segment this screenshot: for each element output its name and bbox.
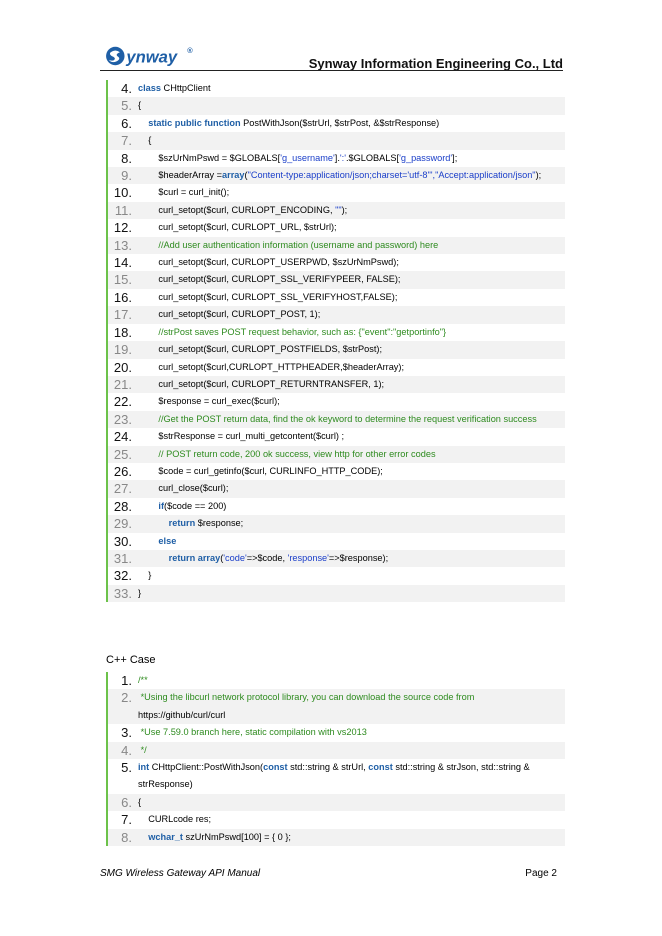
line-number: 29. bbox=[113, 516, 132, 532]
code-line bbox=[108, 115, 565, 132]
header-rule bbox=[100, 70, 563, 71]
code-line bbox=[108, 689, 565, 724]
code-token: ]. bbox=[334, 152, 340, 163]
code-token: */ bbox=[138, 744, 147, 755]
code-line bbox=[108, 167, 565, 184]
code-text bbox=[138, 202, 565, 219]
code-token: https://github/curl/curl bbox=[138, 709, 226, 720]
line-number: 21. bbox=[113, 376, 132, 392]
code-line bbox=[108, 184, 565, 201]
code-text bbox=[138, 376, 565, 393]
line-number: 33. bbox=[113, 585, 132, 601]
code-token: *Using the libcurl network protocol library, you can download the source code from bbox=[138, 692, 477, 703]
code-line bbox=[108, 271, 565, 288]
code-text bbox=[138, 585, 565, 602]
code-token: PostWithJson($strUrl, $strPost, &$strResponse) bbox=[240, 117, 440, 128]
code-token: } bbox=[138, 587, 142, 598]
code-token: szUrNmPswd[100] = { 0 }; bbox=[182, 831, 291, 842]
code-token bbox=[138, 449, 158, 459]
code-token: *Use 7.59.0 branch here, static compilation with vs2013 bbox=[138, 727, 367, 738]
code-token: class bbox=[138, 83, 161, 93]
code-line bbox=[108, 446, 565, 463]
code-text bbox=[138, 324, 565, 341]
code-line bbox=[108, 724, 565, 741]
company-name: Synway Information Engineering Co., Ltd bbox=[308, 56, 563, 71]
code-token: wchar_t bbox=[148, 831, 183, 842]
code-token: else bbox=[158, 535, 177, 546]
code-token: std::string & strJson, std::string & strResponse) bbox=[138, 762, 533, 790]
code-token: curl_close($curl); bbox=[138, 483, 229, 494]
code-token: curl_setopt($curl, CURLOPT_RETURNTRANSFER, 1); bbox=[138, 378, 385, 389]
line-number: 27. bbox=[113, 481, 132, 497]
code-token: =>$code, bbox=[246, 552, 288, 563]
code-line bbox=[108, 132, 565, 149]
code-token bbox=[138, 414, 158, 424]
code-text bbox=[138, 254, 565, 271]
code-text bbox=[138, 759, 565, 794]
synway-logo bbox=[100, 44, 210, 68]
code-token: $strResponse = curl_multi_getcontent($curl) ; bbox=[138, 431, 345, 442]
code-token: /** bbox=[138, 675, 148, 685]
code-text bbox=[138, 811, 565, 828]
code-token: ':' bbox=[339, 152, 346, 163]
code-line bbox=[108, 80, 565, 97]
line-number: 4. bbox=[121, 81, 132, 96]
code-token bbox=[138, 832, 148, 842]
code-text bbox=[138, 184, 565, 201]
code-text bbox=[138, 567, 565, 584]
code-token: "Content-type:application/json;charset='utf-8'","Accept:application/json" bbox=[247, 170, 536, 181]
code-text bbox=[138, 480, 565, 497]
code-token: static public function bbox=[148, 117, 241, 128]
code-line bbox=[108, 515, 565, 532]
code-token bbox=[138, 536, 158, 546]
line-number: 3. bbox=[121, 725, 132, 741]
line-number: 7. bbox=[121, 812, 132, 828]
code-text bbox=[138, 80, 565, 97]
code-token: 'g_username' bbox=[280, 152, 335, 163]
code-token: array bbox=[222, 170, 245, 181]
code-line bbox=[108, 829, 565, 846]
code-token: $szUrNmPswd = $GLOBALS[ bbox=[138, 152, 281, 163]
svg-text:ynway: ynway bbox=[126, 47, 178, 67]
line-number: 17. bbox=[113, 307, 132, 323]
line-number: 30. bbox=[113, 533, 132, 549]
code-text bbox=[138, 446, 565, 463]
code-token: $response = curl_exec($curl); bbox=[138, 396, 280, 407]
code-text bbox=[138, 393, 565, 410]
line-number: 28. bbox=[113, 498, 132, 514]
footer-manual-title: SMG Wireless Gateway API Manual bbox=[100, 868, 261, 879]
code-token: curl_setopt($curl,CURLOPT_HTTPHEADER,$headerArray); bbox=[138, 361, 405, 372]
code-text bbox=[138, 829, 565, 846]
code-line bbox=[108, 254, 565, 271]
code-token bbox=[138, 501, 158, 511]
line-number: 25. bbox=[113, 446, 132, 462]
code-line bbox=[108, 463, 565, 480]
code-token: ); bbox=[341, 204, 348, 215]
line-number: 1. bbox=[121, 673, 132, 688]
code-token: $response; bbox=[195, 518, 244, 529]
code-token: ( bbox=[244, 170, 248, 181]
code-text bbox=[138, 97, 565, 114]
code-token bbox=[138, 118, 148, 128]
php-code-block bbox=[106, 80, 565, 602]
footer-page-number: Page 2 bbox=[525, 868, 557, 879]
code-line bbox=[108, 567, 565, 584]
code-text bbox=[138, 341, 565, 358]
code-token: if bbox=[158, 500, 165, 511]
code-text bbox=[138, 515, 565, 532]
code-text bbox=[138, 150, 565, 167]
code-token bbox=[138, 327, 158, 337]
code-token: 'g_password' bbox=[399, 152, 453, 163]
code-token: 'response' bbox=[287, 552, 329, 563]
code-token bbox=[138, 518, 169, 528]
code-text bbox=[138, 724, 565, 741]
code-text bbox=[138, 794, 565, 811]
code-line bbox=[108, 306, 565, 323]
code-text bbox=[138, 219, 565, 236]
line-number: 16. bbox=[113, 289, 132, 305]
code-token: ($code == 200) bbox=[164, 500, 227, 511]
code-text bbox=[138, 689, 565, 724]
code-line bbox=[108, 237, 565, 254]
code-token: int bbox=[138, 762, 150, 773]
code-token: CHttpClient bbox=[161, 83, 211, 93]
code-token: curl_setopt($curl, CURLOPT_SSL_VERIFYHOST,FALSE); bbox=[138, 291, 398, 302]
code-token: curl_setopt($curl, CURLOPT_SSL_VERIFYPEER, FALSE); bbox=[138, 274, 401, 285]
code-line bbox=[108, 411, 565, 428]
code-line bbox=[108, 585, 565, 602]
code-text bbox=[138, 359, 565, 376]
line-number: 4. bbox=[121, 742, 132, 758]
code-token: $headerArray = bbox=[138, 170, 223, 181]
code-token: curl_setopt($curl, CURLOPT_USERPWD, $szUrNmPswd); bbox=[138, 257, 399, 268]
code-line bbox=[108, 794, 565, 811]
code-text bbox=[138, 411, 565, 428]
line-number: 19. bbox=[113, 342, 132, 358]
line-number: 6. bbox=[121, 794, 132, 810]
code-line bbox=[108, 533, 565, 550]
code-line bbox=[108, 550, 565, 567]
code-line bbox=[108, 289, 565, 306]
code-line bbox=[108, 359, 565, 376]
code-line bbox=[108, 376, 565, 393]
line-number: 6. bbox=[121, 115, 132, 131]
line-number: 10. bbox=[113, 185, 132, 201]
code-token: } bbox=[138, 570, 152, 581]
code-line bbox=[108, 324, 565, 341]
code-text bbox=[138, 463, 565, 480]
code-token: return array bbox=[168, 552, 221, 563]
code-text bbox=[138, 289, 565, 306]
code-token: ); bbox=[535, 170, 542, 181]
code-token: ]; bbox=[452, 152, 458, 163]
cpp-code-block bbox=[106, 672, 565, 846]
line-number: 23. bbox=[113, 411, 132, 427]
code-line bbox=[108, 150, 565, 167]
line-number: 24. bbox=[113, 429, 132, 445]
line-number: 14. bbox=[113, 255, 132, 271]
code-token: { bbox=[138, 796, 142, 807]
code-token: //Add user authentication information (username and password) here bbox=[158, 239, 439, 250]
code-line bbox=[108, 498, 565, 515]
line-number: 2. bbox=[121, 690, 132, 706]
code-token: curl_setopt($curl, CURLOPT_POST, 1); bbox=[138, 309, 321, 320]
code-token: $curl = curl_init(); bbox=[138, 187, 230, 198]
code-token: curl_setopt($curl, CURLOPT_POSTFIELDS, $strPost); bbox=[138, 344, 383, 355]
code-text bbox=[138, 237, 565, 254]
code-line bbox=[108, 219, 565, 236]
line-number: 15. bbox=[113, 272, 132, 288]
code-token: { bbox=[138, 135, 152, 146]
code-token: std::string & strUrl, bbox=[287, 762, 369, 773]
code-token: curl_setopt($curl, CURLOPT_URL, $strUrl); bbox=[138, 222, 337, 233]
code-line bbox=[108, 393, 565, 410]
code-token: .$GLOBALS[ bbox=[345, 152, 400, 163]
code-token bbox=[138, 240, 158, 250]
code-token bbox=[138, 553, 169, 563]
code-token: // POST return code, 200 ok success, view http for other error codes bbox=[158, 448, 436, 459]
code-token: ( bbox=[220, 552, 224, 563]
code-line bbox=[108, 480, 565, 497]
cpp-case-caption: C++ Case bbox=[106, 654, 156, 666]
code-token: //strPost saves POST request behavior, such as: {"event":"getportinfo"} bbox=[158, 326, 447, 337]
line-number: 9. bbox=[121, 168, 132, 184]
code-line bbox=[108, 97, 565, 114]
code-token: curl_setopt($curl, CURLOPT_ENCODING, bbox=[138, 204, 336, 215]
code-token: { bbox=[138, 100, 142, 111]
line-number: 5. bbox=[121, 760, 132, 776]
line-number: 8. bbox=[121, 829, 132, 845]
code-token: CURLcode res; bbox=[138, 814, 212, 825]
code-token: "" bbox=[335, 204, 342, 215]
code-line bbox=[108, 202, 565, 219]
line-number: 26. bbox=[113, 463, 132, 479]
svg-text:®: ® bbox=[187, 46, 193, 56]
line-number: 22. bbox=[113, 394, 132, 410]
code-text bbox=[138, 672, 565, 689]
code-line bbox=[108, 428, 565, 445]
code-line bbox=[108, 672, 565, 689]
code-token: const bbox=[368, 762, 393, 773]
code-text bbox=[138, 167, 565, 184]
code-line bbox=[108, 759, 565, 794]
line-number: 11. bbox=[114, 202, 132, 218]
code-text bbox=[138, 742, 565, 759]
code-text bbox=[138, 550, 565, 567]
code-text bbox=[138, 533, 565, 550]
code-text bbox=[138, 428, 565, 445]
code-token: return bbox=[168, 518, 196, 529]
line-number: 13. bbox=[113, 237, 132, 253]
code-token: const bbox=[263, 762, 288, 773]
line-number: 8. bbox=[121, 150, 132, 166]
code-text bbox=[138, 271, 565, 288]
line-number: 31. bbox=[113, 550, 132, 566]
line-number: 18. bbox=[113, 324, 132, 340]
code-token: //Get the POST return data, find the ok keyword to determine the request verification success bbox=[158, 413, 537, 424]
code-token: $code = curl_getinfo($curl, CURLINFO_HTTP_CODE); bbox=[138, 465, 383, 476]
line-number: 20. bbox=[113, 359, 132, 375]
code-line bbox=[108, 341, 565, 358]
code-line bbox=[108, 742, 565, 759]
line-number: 12. bbox=[113, 220, 132, 236]
code-token: CHttpClient::PostWithJson( bbox=[149, 762, 264, 773]
code-token: =>$response); bbox=[328, 552, 389, 563]
code-text bbox=[138, 498, 565, 515]
code-text bbox=[138, 132, 565, 149]
line-number: 5. bbox=[121, 98, 132, 114]
line-number: 7. bbox=[121, 133, 132, 149]
code-text bbox=[138, 115, 565, 132]
code-text bbox=[138, 306, 565, 323]
code-token: 'code' bbox=[223, 552, 247, 563]
code-line bbox=[108, 811, 565, 828]
line-number: 32. bbox=[113, 568, 132, 584]
